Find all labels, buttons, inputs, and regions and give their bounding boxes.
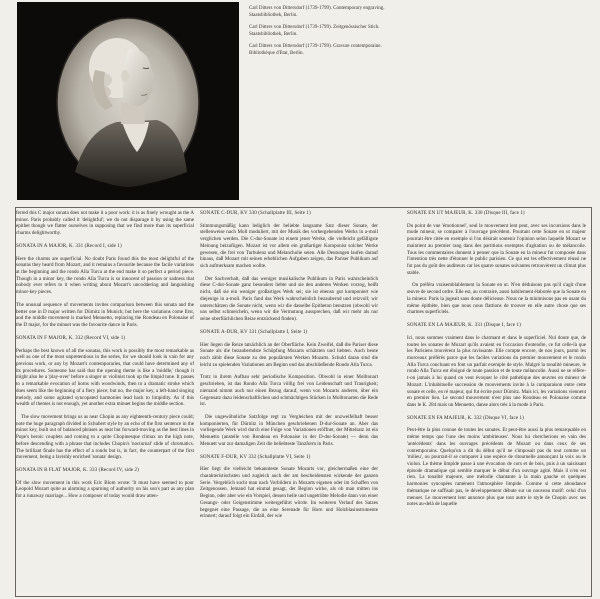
- caption-english: Carl Ditters von Dittersdorf (1739-1799). Contemporary engraving. Staatsbibliothek, Berlin.: [249, 6, 385, 18]
- intro-paragraph: ferred this C major sonata does not make it a poor work: it is as finely wrought as the A minor. Paris probably called it 'delightful'; we do not disparage it by using the same epithet though we flatter ourselves in supposing that we find more than its superficial charms delightworthy.: [16, 210, 194, 237]
- portrait-engraving: [17, 2, 239, 200]
- section-heading: SONATE F-DUR, KV 332 (Schallplatte VI, Seite 1): [200, 453, 311, 460]
- paragraph: The slow movement brings us as near Chopin as any eighteenth-century piece could; note the huge paragraph divided in Schubert style by an echo of the first sentence in the minor key, built out of balanced phrases as neat but forward-moving as the best lines in Pope's heroic couplets and coming to a quite Chopinesque climax on the high note, before descending with a phrase that includes Chopin's 'nocturnal' slide of chromatics. The brilliant finale has the effect of a rondo but is, in fact, the counterpart of the first movement, being a lavishly enriched 'sonata' design.: [16, 413, 194, 461]
- paragraph: On préféra vraisemblablement la Sonate en ut. N'en déduisons pas qu'il s'agit d'une œuvre de second ordre. Elle est, au contraire, aussi habilement élaborée que la Sonate en la mineur. Paris la jugeait sans doute délicieuse. Nous ne la minimisons pas en usant du même épithète, bien que nous nous flattions de trouver en elle autre chose que ses charmes superficiels.: [407, 282, 586, 316]
- paragraph: Ici, nous sommes vraiment dans le charmant et dans le superficiel. Nul doute que, de toutes les sonates de Mozart qu'ils avaient eu l'occasion d'entendre, ce fut celle-là que les Parisiens trouvèrent la plus ravissante. Elle compte encore, de nos jours, parmi les morceaux préférés parce que les faciles variations du premier mouvement et le rondo Alla Turca concluant en font un parfait exemple de style. Malgré la tonalité mineure, le rondo Alla Turca est éloigné de toute passion et de toute mélancolie. Aussi ne se réfère-t-on jamais à lui quand on veut évoquer le côté pathétique des œuvres en mineur de Mozart. L'inhabituelle succession de mouvements invite à la comparaison entre cette sonate et celle, en ré majeur, qui fut écrite pour Dürnitz. Mais ici, les variations viennent en premier lieu. Le second mouvement n'est plus une Rondeau en Polonaise comme dans le K. 284 mais un Menuetto, danse alors très à la mode à Paris.: [407, 334, 586, 408]
- paragraph: The unusual sequence of movements invites comparison between this sonata and the better one in D major written for Dürnitz in Munich; but here the variations come first, and the middle movement is marked Menuetto, replacing the Rondeau en Polonaise of the D major, for the minuet was the favourite dance in Paris.: [16, 301, 194, 329]
- portrait-captions: [249, 6, 389, 64]
- paragraph: Peut-être la plus connue de toutes les sonates. Et peut-être aussi la plus remarquable en même temps que l'une des moins 'ambitieuses'. Nous lui chercherions en vain des 'antécédents' dans les ouvrages précédents de Mozart ou dans ceux de ses contemporains. Quelqu'un a dit du début qu'il ne s'imposait pas du tout comme un 'milieu', ou pourrait-il se comparer à une espèce de ritournelle annonçant la voix ou le violon. Le thème limpide passe à une évocation de cors et de bois, puis à un saisissant épisode dramatique qui semble marquer le début d'un ouvrage agité. Mais il n'en est rien. La tonalité majeure, une mélodie chantante à la main gauche et quelques harmonies syncopées ramènent l'atmosphère limpide. Comme si cette abondance thématique ne suffisait pas, le développement débute sur un nouveau motif: celui d'un menuet. Le mouvement lent annonce plus que tout autre le style de Chopin avec ses notes au-delà de laquelle: [407, 427, 586, 508]
- section-heading: SONATE EN LA MAJEUR, K. 331 (Disque I, face 1): [407, 322, 521, 329]
- paragraph: Stimmungsmäßig kann lediglich der beliebte langsame Satz dieser Sonate, der stellenweise nach Moll moduliert, mit der Musik des vorhergehenden Werks in a-moll verglichen werden. Die C-dur-Sonate ist einem jener Werke, die vielleicht gefälligste Meinung beizufügen. Mozart ist vor allem ein großartiger Komponist solcher Werke gewesen, die frei von Turbulenz und Melancholie seien. Alle Deutungen laufen darauf hinaus, daß Mozart mit seinen erheblichen Aufgaben zeigen, das Pariser Publikum auf sich aufmerksam machen wollte.: [200, 222, 378, 270]
- paragraph: Der Sachverhalt, daß das weniger musikalische Publikum in Paris wahrscheinlich diese C-dur-Sonate ganz besonders liebte und sie den anderen Werken vorzog, heißt nicht, daß sie ein weniger großartiges Werk sei; sie ist ebenso gut komponiert wie diejenige in a-moll. Paris fand das Werk wahrscheinlich bezaubernd und reizvoll; wir unterschätzen die Sonate nicht, wenn wir die dasselbe Epitheton benutzen (obwohl wir uns selbst schmeicheln, wenn wir die Vermutung aussprechen, daß wir mehr als nur seine oberflächlichen Reize entzückend finden).: [200, 275, 378, 323]
- column-english: [16, 210, 194, 506]
- caption-french: Carl Ditters von Dittersdorf (1739-1799). Gravure contemporaine. Bibliothèque d'Etat, Berlin.: [249, 44, 382, 56]
- paragraph: Trotz in ihrem Aufbau sehr periodische Komposition. Obwohl in einer Molltonart geschrieben, ist das Rondo Alla Turca völlig frei von Leidenschaft und Traurigkeit; niemand nimmt auch nur einen Bezug darauf, wenn von Mozarts anderen, über ein Gegensatz dazu leidenschaftlichen und schmächtigen Stücken in Molltonarten die Rede ist.: [200, 374, 378, 408]
- portrait-engraving-image: [17, 2, 239, 200]
- section-heading: SONATE EN UT MAJEUR, K. 330 (Disque III, face 1): [407, 210, 525, 216]
- section-heading: SONATE C-DUR, KV 330 (Schallplatte III, Seite 1): [200, 210, 311, 216]
- paragraph: Hier liegen die Reize tatsächlich an der Oberfläche. Kein Zweifel, daß die Pariser diese Sonate als die bezauberndste Schöpfung Mozarts schätzten und liebten. Auch heute noch zählt diese Sonate zu den populärsten Werken Mozarts. Schuld daran sind die leicht zu spielenden Variationen am Beginn und das abschließende Rondo Alla Turca.: [200, 341, 378, 368]
- paragraph: Here the charms are superficial. No doubt Paris found this the most delightful of the sonatas they heard from Mozart, and it remains a favourite because the facile variations at the beginning and the rondo Alla Turca at the end make it so perfect a period piece. Though in a minor key, the rondo Alla Turca is so innocent of passion or sadness that nobody ever refers to it when writing about Mozart's uncoddering and languishing minor-key pieces.: [16, 255, 194, 296]
- section-heading: SONATE EN FA MAJEUR, K. 332 (Disque VI, face 1): [407, 414, 524, 421]
- caption-german: Carl Ditters von Dittersdorf (1739-1799). Zeitgenössischer Stich. Staatsbibliothek, Berlin.: [249, 25, 380, 37]
- paragraph: Hier liegt die vielleicht bekannteste Sonate Mozarts vor, gleichermaßen eine der charakteristischsten und zugleich auch der am bescheidensten wirkende der ganzen Serie. Vergeblich sucht man nach Vorbildern in Mozarts eigenen oder im Schaffen von Zeitgenossen. Jemand hat einmal gesagt, der Beginn wirke, als ob man mitten ins Beginn, oder aber wie ein Vorspiel, dessen helle und ungetrübte Melodie dann von einer Gesangs- oder Geigenstimme weitergeführt würde. Im weiteren Verlauf des Satzes begegnet eine Passage, die an eine Serenade für Horn und Holzblasinstrumente erinnert; darauf folgt ein Einfall, der wie: [200, 466, 378, 520]
- paragraph: Du point de vue 'émotionnel', seul le mouvement lent peut, avec ses incursions dans le mode mineur, se comparer à l'ouvrage précédent. Pourtant cette Sonate en ut majeur pourrait être citée en exemple si l'on désirait soutenir l'opinion selon laquelle Mozart se maintient au premier rang dans des partitions exemptes d'agitation ou de mélancolie. Tous les commentaires donnent à penser que la Sonate en la mineur fut composée dans l'intention très nette d'étonner le public parisien. Ce qui est les effectivement réussi ne fut pas du goût des auditeurs car les quatre sonates suivantes retrouvèrent un climat plus stable.: [407, 222, 586, 276]
- paragraph: Die ungewöhnliche Satzfolge regt zu Vergleichen mit der unzweifelhaft besser komponierten, für Dürnitz in München geschriebenen D-dur-Sonate an. Aber das vorliegende Werk wird durch eine Folge von Variationen eröffnet, der Mittelsatz ist ein Menuetto (anstelle von Rondeau en Polonaise in der D-dur-Sonate) — denn das Menuett war zur damaligen Zeit die beliebteste Tanzform in Paris.: [200, 413, 378, 447]
- column-german: [200, 210, 378, 526]
- section-heading: SONATA IN B FLAT MAJOR, K. 333 (Record IV, side 2): [16, 467, 139, 473]
- paragraph: Of the slow movement in this work Eric Blom wrote: 'It must have seemed to poor Leopold Mozart quite as alarming a spurning of authority on his son's part as any plan for a runaway marriage... How a composer of today would draw atten-: [16, 479, 194, 500]
- paragraph: Perhaps the best known of all the sonatas, this work is possibly the most remarkable as well as one of the most unpretentious in the series, for we should look in vain for any previous work, or any by Mozart's contemporaries, that could have determined any of its procedures. Someone has said that the opening theme is like a 'middle,' though it might also be a 'play-over' before a singer or violinist took up the limpid tune. It passes to a remarkable evocation of horns with woodwinds, then to a dramatic stroke which does seem like the beginning of a fiery piece; but no, the major key, a left-hand singing melody, and some agitated syncopated harmonies lead back to limpidity. As if this wealth of themes is not enough, yet another extra minuet begins the middle section.: [16, 347, 194, 408]
- section-heading: SONATA IN A MAJOR, K. 331 (Record I, side 1): [16, 242, 122, 249]
- section-heading: SONATE A-DUR, KV 331 (Schallplatte I, Seite 1): [200, 328, 308, 335]
- section-heading: SONATA IN F MAJOR, K. 332 (Record VI, side 1): [16, 334, 126, 341]
- column-french: [407, 210, 586, 514]
